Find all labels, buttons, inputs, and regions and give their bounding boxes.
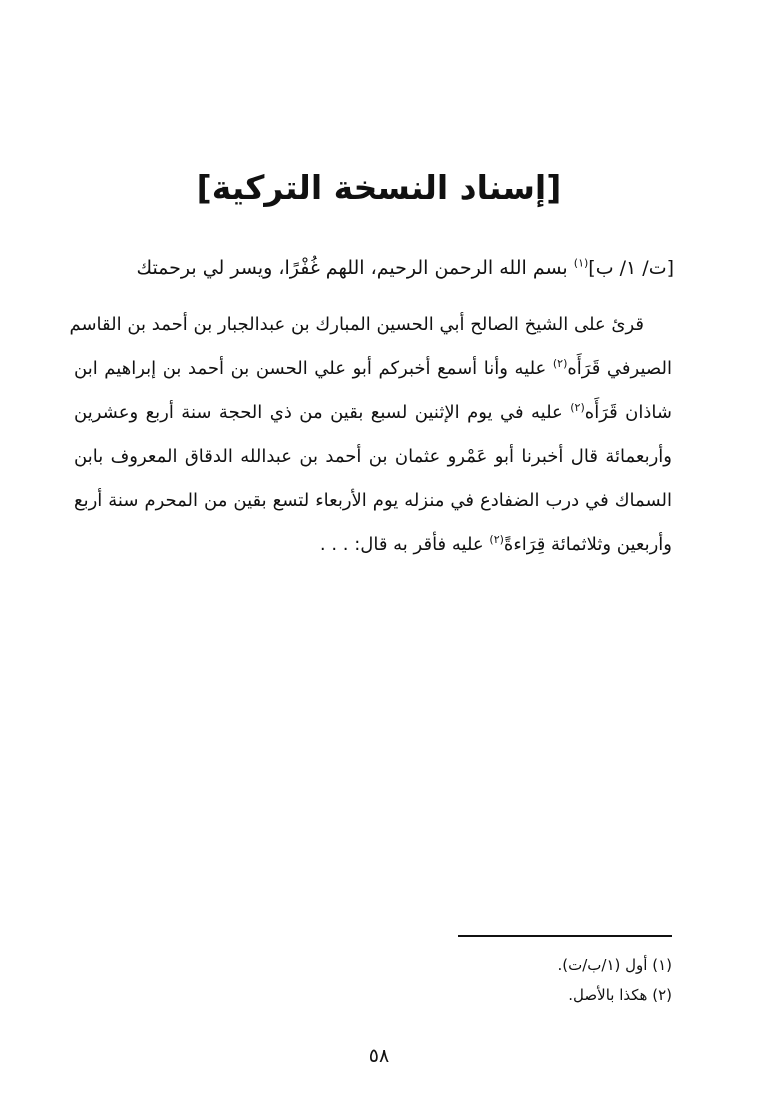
isnad-body xyxy=(69,303,672,567)
basmala-text: بسم الله الرحمن الرحيم، اللهم غُفْرًا، ويسر لي برحمتك xyxy=(136,257,568,279)
footnote-ref[interactable]: (٢) xyxy=(552,357,568,370)
body-line: السماك في درب الضفادع في منزله يوم الأربعاء لتسع بقين من المحرم سنة أربع xyxy=(74,490,672,511)
footnote-item: (١) أول (١/ب/ت). xyxy=(557,956,672,974)
body-line: وأربعمائة قال أخبرنا أبو عَمْرو عثمان بن أحمد بن عبدالله الدقاق المعروف بابن xyxy=(74,446,672,467)
footnote-ref[interactable]: (٢) xyxy=(570,401,585,414)
footnotes xyxy=(74,950,672,1010)
body-line: شاذان قَرَأَه$^{(٢)}$ عليه في يوم الإثنين لسبع بقين من ذي الحجة سنة أربع وعشرين xyxy=(74,401,672,423)
body-line: الصيرفي قَرَأَه$^{(٢)}$ عليه وأنا أسمع أخبركم أبو علي الحسن بن أحمد بن إبراهيم ابن xyxy=(74,357,672,379)
manuscript-reference-line xyxy=(74,248,674,288)
footnote-divider xyxy=(458,935,672,937)
footnote-ref[interactable]: (١) xyxy=(573,256,589,270)
manuscript-marker: [ت/ ١/ ب] xyxy=(588,257,674,279)
page-number: ٥٨ xyxy=(368,1045,390,1067)
body-line: وأربعين وثلاثمائة قِرَاءةً$^{(٢)}$ عليه فأقر به قال: . . . xyxy=(319,533,672,555)
footnote-item: (٢) هكذا بالأصل. xyxy=(568,986,672,1004)
section-title: [إسناد النسخة التركية] xyxy=(196,168,562,207)
footnote-ref[interactable]: (٢) xyxy=(489,533,504,546)
body-line: قرئ على الشيخ الصالح أبي الحسين المبارك بن عبدالجبار بن أحمد بن القاسم xyxy=(69,314,644,335)
